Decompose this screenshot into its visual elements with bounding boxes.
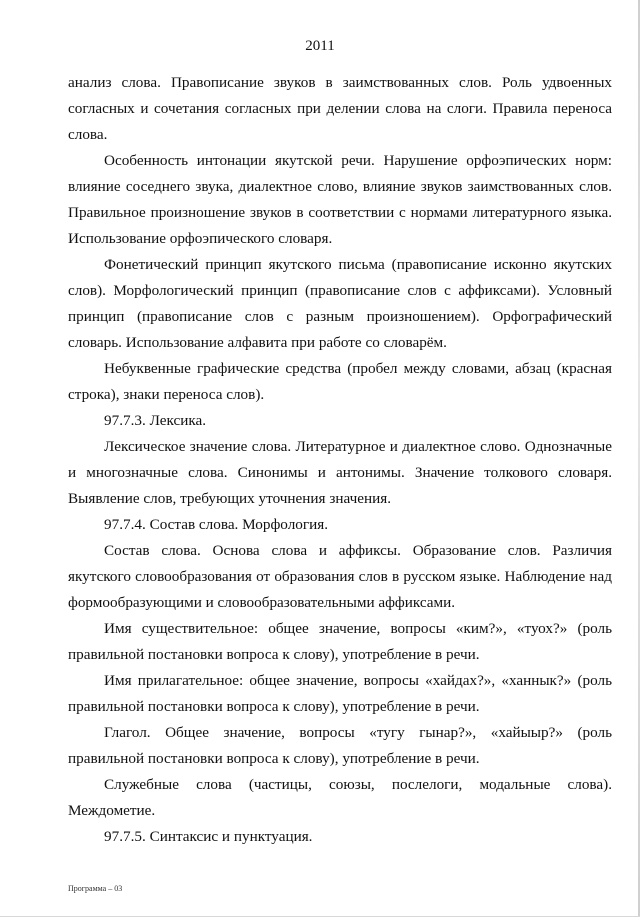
paragraph-continuation: анализ слова. Правописание звуков в заимствованных слов. Роль удвоенных согласных и сочетания согласных при делении слова на слоги. Правила переноса слова. (68, 74, 612, 143)
paragraph: Фонетический принцип якутского письма (правописание исконно якутских слов). Морфологический принцип (правописание слов с аффиксами). Условный принцип (правописание слов с разным произношением). Орфографический словарь. Использование алфавита при работе со словарём. (68, 256, 612, 351)
paragraph: Имя существительное: общее значение, вопросы «ким?», «туох?» (роль правильной постановки вопроса к слову), употребление в речи. (68, 620, 612, 663)
section-heading-lexicon: 97.7.3. Лексика. (104, 412, 207, 429)
paragraph: Состав слова. Основа слова и аффиксы. Образование слов. Различия якутского словообразования от образования слов в русском языке. Наблюдение над формообразующими и словообразовательными аффиксами. (68, 542, 612, 611)
section-heading-morphology: 97.7.4. Состав слова. Морфология. (104, 516, 329, 533)
paragraph: Особенность интонации якутской речи. Нарушение орфоэпических норм: влияние соседнего звука, диалектное слово, влияние звуков заимствованных слов. Правильное произношение звуков в соответствии с нормами литературного языка. Использование орфоэпического словаря. (68, 152, 612, 247)
page-number: 2011 (305, 38, 335, 54)
document-body (68, 70, 612, 850)
footer-label: Программа – 03 (68, 884, 123, 893)
paragraph: Глагол. Общее значение, вопросы «тугу гынар?», «хайыыр?» (роль правильной постановки вопроса к слову), употребление в речи. (68, 724, 612, 767)
section-heading-syntax: 97.7.5. Синтаксис и пунктуация. (104, 828, 313, 845)
paragraph: Небуквенные графические средства (пробел между словами, абзац (красная строка), знаки переноса слов). (68, 360, 612, 403)
paragraph: Лексическое значение слова. Литературное и диалектное слово. Однозначные и многозначные слова. Синонимы и антонимы. Значение толкового словаря. Выявление слов, требующих уточнения значения. (68, 438, 612, 507)
paragraph: Имя прилагательное: общее значение, вопросы «хайдах?», «ханнык?» (роль правильной постановки вопроса к слову), употребление в речи. (68, 672, 612, 715)
paragraph: Служебные слова (частицы, союзы, послелоги, модальные слова). Междометие. (68, 776, 612, 819)
